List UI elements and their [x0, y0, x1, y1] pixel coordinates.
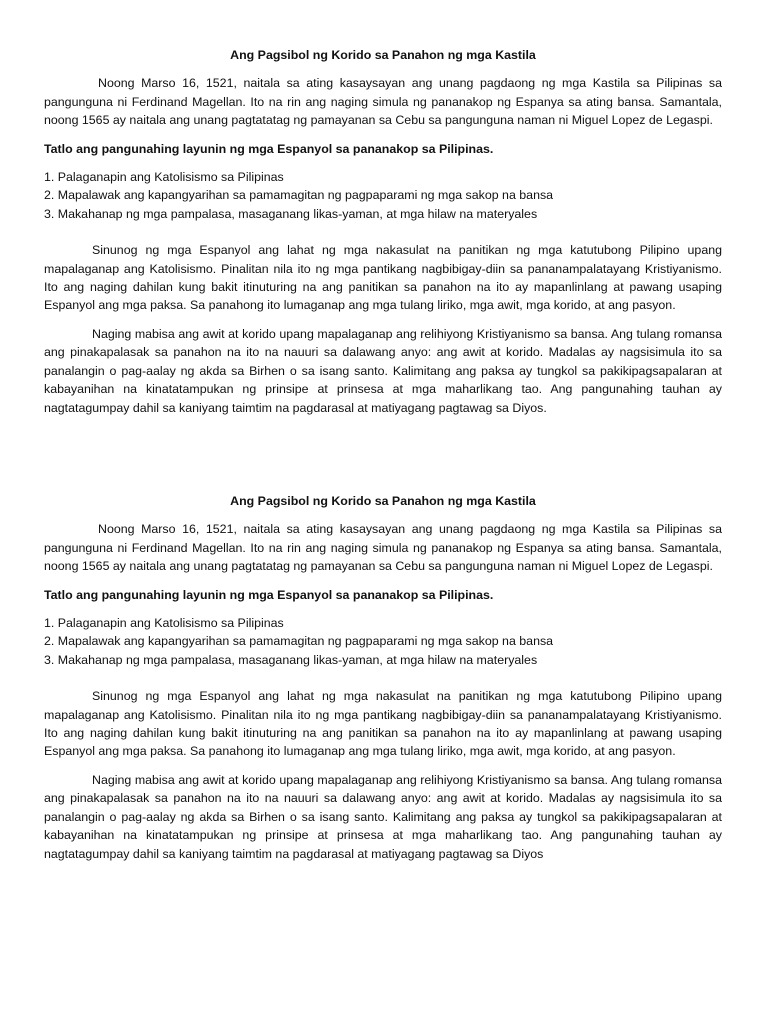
goals-heading: Tatlo ang pangunahing layunin ng mga Espanyol sa pananakop sa Pilipinas.	[44, 141, 494, 156]
document-title: Ang Pagsibol ng Korido sa Panahon ng mga Kastila	[230, 494, 536, 508]
literature-paragraph: Sinunog ng mga Espanyol ang lahat ng mga nakasulat na panitikan ng mga katutubong Pilipino upang mapalaganap ang Katolisismo. Pinalitan nila ito ng mga pantikang nagbibigay-diin sa pananampalatayang Kristiyanismo. Ito ang naging dahilan kung bakit itinuturing na ang panitikan sa panahon na ito ay mapanlinlang at pawang usaping Espanyol ang mga paksa. Sa panahong ito lumaganap ang mga tulang liriko, mga awit, mga korido, at ang pasyon.	[44, 243, 722, 313]
goal-item: 2. Mapalawak ang kapangyarihan sa pamamagitan ng pagpaparami ng mga sakop na bansa	[44, 634, 554, 649]
document-copy-1	[44, 46, 722, 427]
goals-list	[44, 168, 722, 223]
goal-item: 1. Palaganapin ang Katolisismo sa Pilipinas	[44, 170, 284, 185]
korido-paragraph: Naging mabisa ang awit at korido upang mapalaganap ang relihiyong Kristiyanismo sa bansa. Ang tulang romansa ang pinakapalasak sa panahon na ito na nauuri sa dalawang anyo: ang awit at korido. Madalas ay nagsisimula ito sa panalangin o pag-aalay ng akda sa Birhen o sa isang santo. Kalimitang ang paksa ay tungkol sa pakikipagsapalaran at kabayanihan na kinatatampukan ng prinsipe at prinsesa at mga maharlikang tao. Ang pangunahing tauhan ay nagtatagumpay dahil sa kaniyang taimtim na pagdarasal at matiyagang pagtawag sa Diyos.	[44, 326, 722, 415]
goals-list	[44, 614, 722, 669]
document-copy-2	[44, 492, 722, 873]
goals-heading: Tatlo ang pangunahing layunin ng mga Espanyol sa pananakop sa Pilipinas.	[44, 587, 494, 602]
korido-paragraph: Naging mabisa ang awit at korido upang mapalaganap ang relihiyong Kristiyanismo sa bansa. Ang tulang romansa ang pinakapalasak sa panahon na ito na nauuri sa dalawang anyo: ang awit at korido. Madalas ay nagsisimula ito sa panalangin o pag-aalay ng akda sa Birhen o sa isang santo. Kalimitang ang paksa ay tungkol sa pakikipagsapalaran at kabayanihan na kinatatampukan ng prinsipe at prinsesa at mga maharlikang tao. Ang pangunahing tauhan ay nagtatagumpay dahil sa kaniyang taimtim na pagdarasal at matiyagang pagtawag sa Diyos	[44, 772, 722, 861]
literature-paragraph: Sinunog ng mga Espanyol ang lahat ng mga nakasulat na panitikan ng mga katutubong Pilipino upang mapalaganap ang Katolisismo. Pinalitan nila ito ng mga pantikang nagbibigay-diin sa pananampalatayang Kristiyanismo. Ito ang naging dahilan kung bakit itinuturing na ang panitikan sa panahon na ito ay mapanlinlang at pawang usaping Espanyol ang mga paksa. Sa panahong ito lumaganap ang mga tulang liriko, mga awit, mga korido, at ang pasyon.	[44, 689, 722, 759]
goal-item: 1. Palaganapin ang Katolisismo sa Pilipinas	[44, 616, 284, 631]
intro-paragraph: Noong Marso 16, 1521, naitala sa ating kasaysayan ang unang pagdaong ng mga Kastila sa Pilipinas sa pangunguna ni Ferdinand Magellan. Ito na rin ang naging simula ng pananakop ng Espanya sa ating bansa. Samantala, noong 1565 ay naitala ang unang pagtatatag ng pamayanan sa Cebu sa pangunguna naman ni Miguel Lopez de Legaspi.	[44, 76, 722, 128]
goal-item: 2. Mapalawak ang kapangyarihan sa pamamagitan ng pagpaparami ng mga sakop na bansa	[44, 188, 554, 203]
intro-paragraph: Noong Marso 16, 1521, naitala sa ating kasaysayan ang unang pagdaong ng mga Kastila sa Pilipinas sa pangunguna ni Ferdinand Magellan. Ito na rin ang naging simula ng pananakop ng Espanya sa ating bansa. Samantala, noong 1565 ay naitala ang unang pagtatatag ng pamayanan sa Cebu sa pangunguna naman ni Miguel Lopez de Legaspi.	[44, 522, 722, 574]
document-title: Ang Pagsibol ng Korido sa Panahon ng mga Kastila	[230, 48, 536, 62]
goal-item: 3. Makahanap ng mga pampalasa, masaganang likas-yaman, at mga hilaw na materyales	[44, 652, 538, 667]
goal-item: 3. Makahanap ng mga pampalasa, masaganang likas-yaman, at mga hilaw na materyales	[44, 206, 538, 221]
